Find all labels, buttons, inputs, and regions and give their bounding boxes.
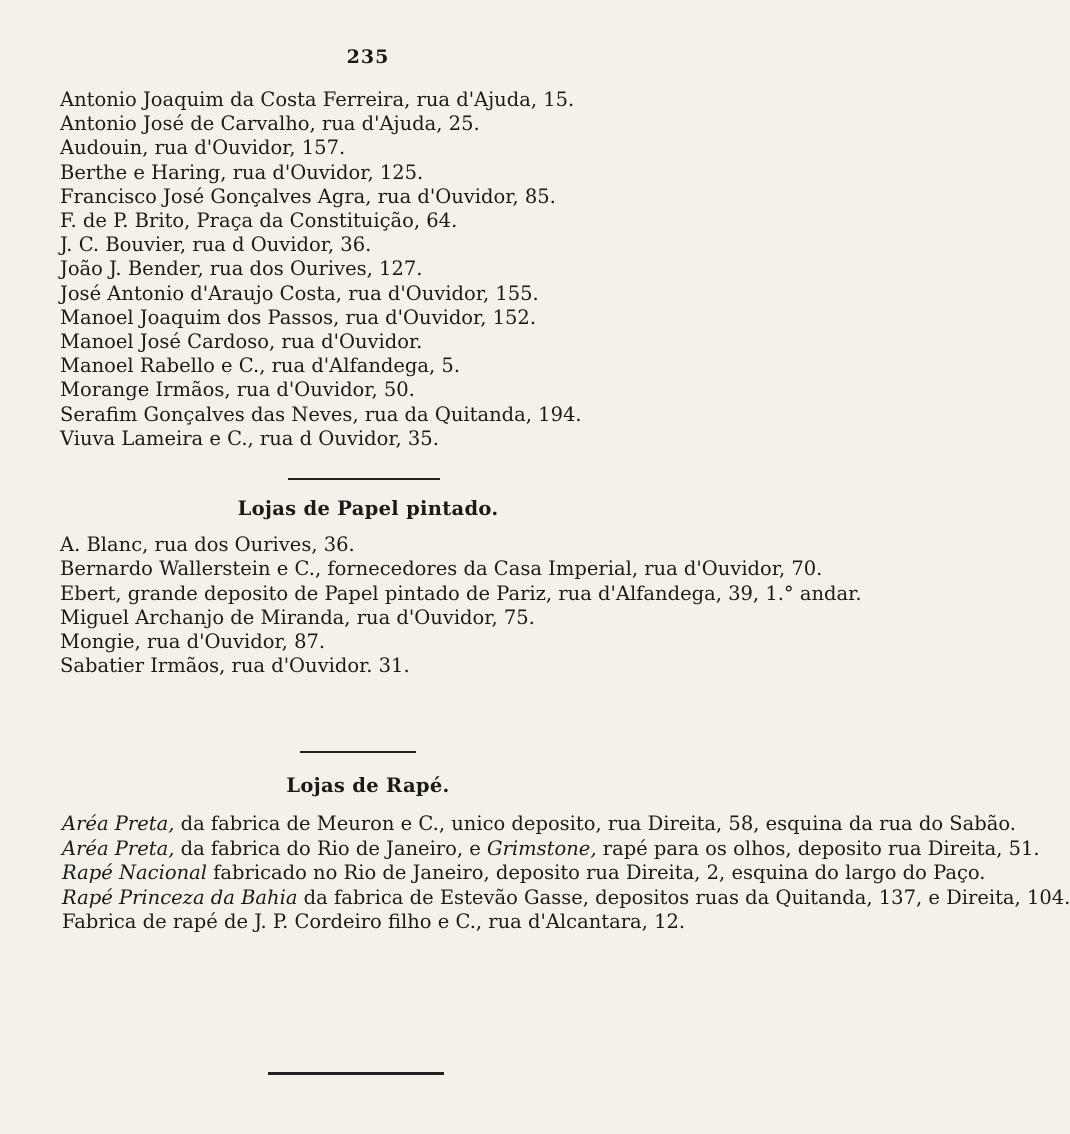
section-heading-papel: Lojas de Papel pintado. bbox=[237, 497, 499, 520]
merchant-list bbox=[60, 88, 660, 451]
section-divider bbox=[288, 478, 440, 480]
list-item: Manoel José Cardoso, rua d'Ouvidor. bbox=[60, 330, 423, 354]
product-name: Rapé Princeza da Bahia bbox=[62, 885, 298, 909]
entry-text: da fabrica do Rio de Janeiro, e bbox=[174, 836, 488, 860]
entry-text: da fabrica de Estevão Gasse, depositos ruas da Quitanda, 137, e Direita, 104. bbox=[297, 885, 1070, 909]
section-divider bbox=[300, 751, 416, 753]
list-item: Antonio José de Carvalho, rua d'Ajuda, 25. bbox=[60, 112, 480, 136]
product-name: Aréa Preta, bbox=[62, 812, 175, 835]
list-item: J. C. Bouvier, rua d Ouvidor, 36. bbox=[60, 233, 372, 257]
entry-text: rapé para os olhos, deposito rua Direita, 51. bbox=[596, 836, 1040, 860]
list-item: Audouin, rua d'Ouvidor, 157. bbox=[60, 136, 346, 160]
list-item bbox=[62, 812, 1016, 837]
list-item: Sabatier Irmãos, rua d'Ouvidor. 31. bbox=[60, 654, 410, 678]
product-name: Aréa Preta, bbox=[62, 836, 175, 860]
section-heading-rape: Lojas de Rapé. bbox=[286, 774, 450, 797]
list-item: José Antonio d'Araujo Costa, rua d'Ouvidor, 155. bbox=[60, 281, 539, 305]
list-item: Manoel Joaquim dos Passos, rua d'Ouvidor, 152. bbox=[60, 305, 537, 329]
list-item: Morange Irmãos, rua d'Ouvidor, 50. bbox=[60, 378, 415, 402]
list-item: Miguel Archanjo de Miranda, rua d'Ouvidor, 75. bbox=[60, 605, 535, 629]
rape-list bbox=[62, 812, 1070, 935]
list-item bbox=[62, 885, 1070, 911]
section-divider bbox=[268, 1072, 444, 1075]
list-item: Mongie, rua d'Ouvidor, 87. bbox=[60, 630, 326, 654]
product-name: Grimstone, bbox=[487, 836, 597, 860]
page-number: 235 bbox=[346, 46, 390, 68]
list-item bbox=[62, 910, 686, 935]
list-item bbox=[62, 836, 1040, 862]
entry-text: da fabrica de Meuron e C., unico deposito, rua Direita, 58, esquina da rua do Sabão. bbox=[174, 812, 1016, 835]
list-item: Antonio Joaquim da Costa Ferreira, rua d'Ajuda, 15. bbox=[60, 88, 575, 111]
list-item: Serafim Gonçalves das Neves, rua da Quitanda, 194. bbox=[60, 402, 582, 426]
list-item: A. Blanc, rua dos Ourives, 36. bbox=[60, 533, 355, 556]
list-item: Bernardo Wallerstein e C., fornecedores da Casa Imperial, rua d'Ouvidor, 70. bbox=[60, 557, 823, 581]
list-item: Berthe e Haring, rua d'Ouvidor, 125. bbox=[60, 160, 424, 184]
list-item: João J. Bender, rua dos Ourives, 127. bbox=[60, 257, 423, 281]
list-item bbox=[62, 861, 986, 886]
product-name: Rapé Nacional bbox=[62, 861, 207, 885]
list-item: Ebert, grande deposito de Papel pintado de Pariz, rua d'Alfandega, 39, 1.° andar. bbox=[60, 581, 862, 605]
entry-text: fabricado no Rio de Janeiro, deposito rua Direita, 2, esquina do largo do Paço. bbox=[206, 861, 986, 885]
list-item: Francisco José Gonçalves Agra, rua d'Ouvidor, 85. bbox=[60, 184, 556, 208]
list-item: Viuva Lameira e C., rua d Ouvidor, 35. bbox=[60, 426, 439, 450]
list-item: Manoel Rabello e C., rua d'Alfandega, 5. bbox=[60, 354, 461, 378]
entry-text: Fabrica de rapé de J. P. Cordeiro filho e C., rua d'Alcantara, 12. bbox=[62, 910, 686, 934]
list-item: F. de P. Brito, Praça da Constituição, 64. bbox=[60, 209, 458, 233]
papel-list bbox=[60, 533, 862, 679]
